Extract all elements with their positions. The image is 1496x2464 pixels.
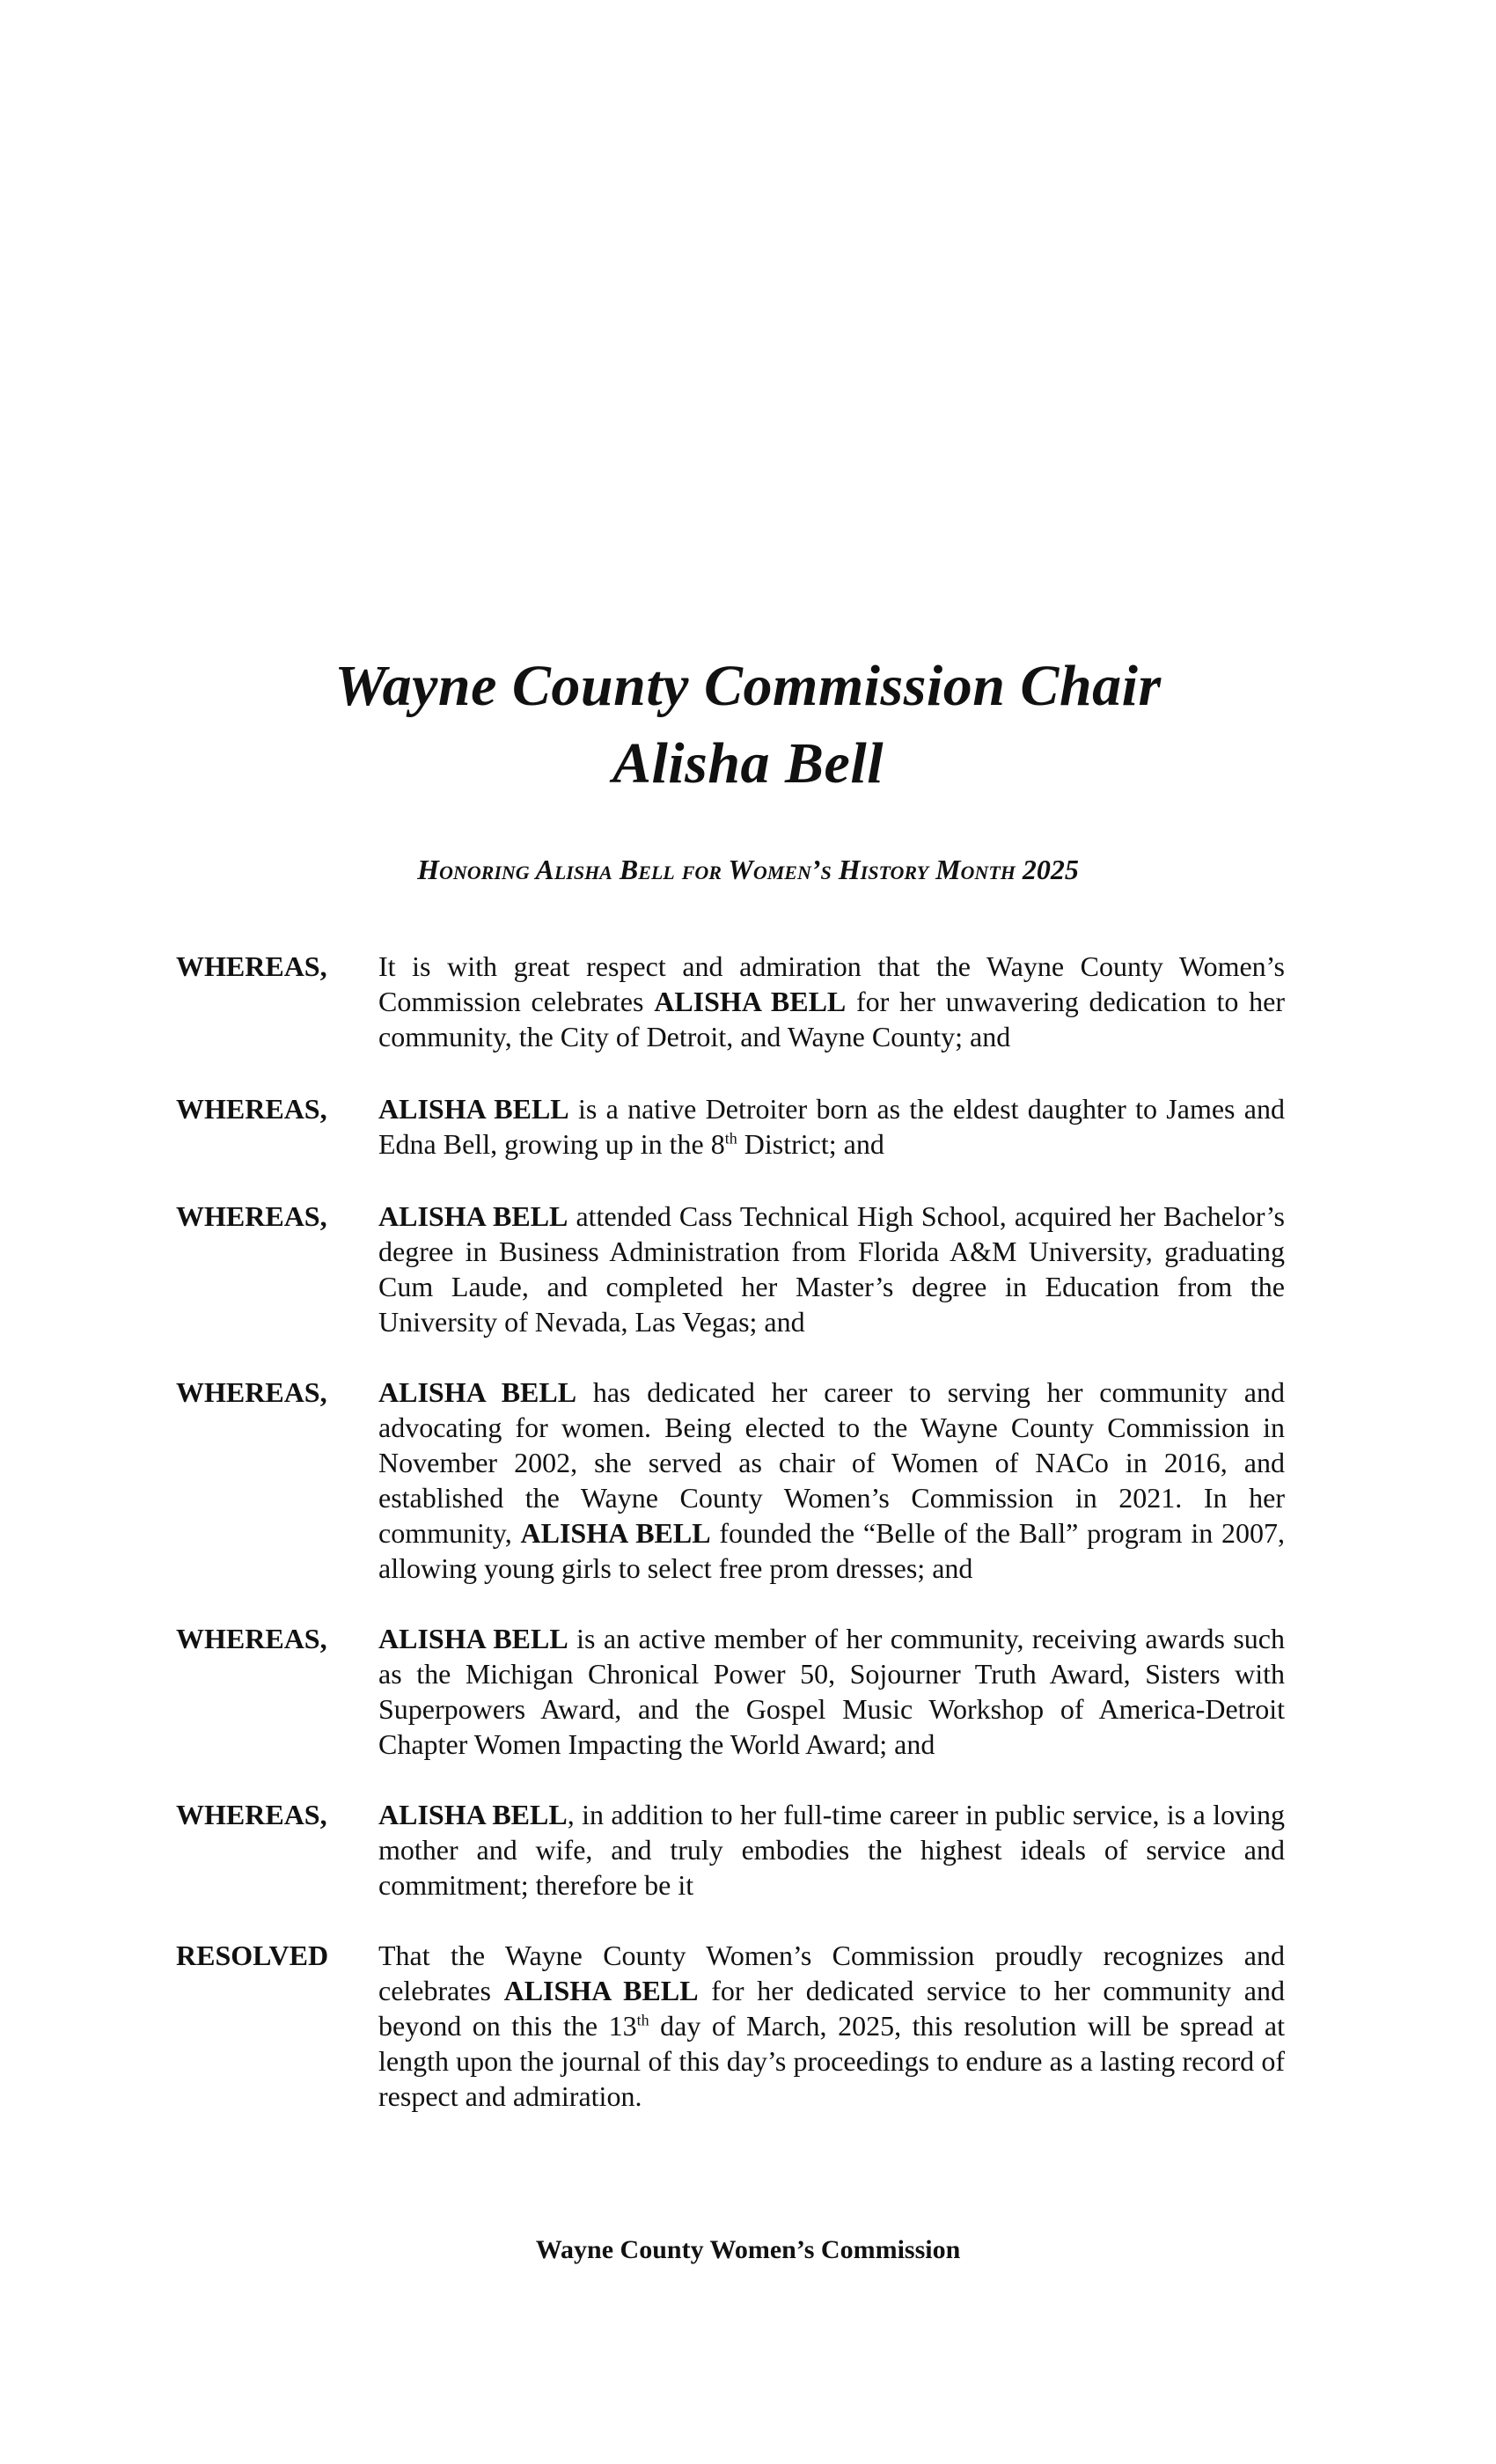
clause-text-part: is a native Detroiter born as the eldest daughter to James and Edna Bell, growing up in the 8 [378,1093,1286,1160]
clause-text-part: day of March, 2025, this resolution will be spread at length upon the journal of this day’s proceedings to endure as a lasting record of respect and admiration. [378,2010,1286,2112]
footer-signature: Wayne County Women’s Commission [535,2235,961,2264]
honoree-name: ALISHA BELL [378,1623,568,1654]
clause-text-part: for her unwavering dedication to her community, the City of Detroit, and Wayne County; and [378,986,1286,1052]
clause-text-part: attended Cass Technical High School, acquired her Bachelor’s degree in Business Administration from Florida A&M University, graduating Cum Laude, and completed her Master’s degree in Education from the University of Nevada, Las Vegas; and [378,1200,1286,1338]
clause-text-part: is an active member of her community, receiving awards such as the Michigan Chronical Power 50, Sojourner Truth Award, Sisters with Superpowers Award, and the Gospel Music Workshop of America-Detroit Chapter Women Impacting the World Award; and [378,1623,1286,1760]
clause-text [378,1797,1285,1903]
clause-text-part: founded the “Belle of the Ball” program in 2007, allowing young girls to select free prom dresses; and [378,1517,1286,1584]
clause-text-part: for her dedicated service to her community and beyond on this the 13 [378,1975,1286,2042]
subtitle: Honoring Alisha Bell for Women’s History Month 2025 [417,854,1079,885]
clause-label: WHEREAS, [176,1200,327,1232]
clause-label: WHEREAS, [176,1376,327,1408]
clause-label: WHEREAS, [176,1799,327,1830]
title-line-2: Alisha Bell [612,731,884,796]
clause-label: WHEREAS, [176,950,327,982]
honoree-name: ALISHA BELL [654,986,847,1017]
ordinal-suffix: th [636,2011,649,2029]
clause-text [378,949,1285,1054]
clause-text [378,1938,1285,2114]
honoree-name: ALISHA BELL [378,1093,569,1125]
honoree-name: ALISHA BELL [378,1376,577,1408]
clause-text-part: , in addition to her full-time career in public service, is a loving mother and wife, and truly embodies the highest ideals of service and commitment; therefore be it [378,1799,1286,1901]
ordinal-suffix: th [724,1129,737,1148]
honoree-name: ALISHA BELL [520,1517,711,1549]
honoree-name: ALISHA BELL [378,1799,568,1830]
clause-label: WHEREAS, [176,1093,327,1125]
clause-text [378,1199,1285,1339]
title-line-1: Wayne County Commission Chair [334,654,1162,718]
clause-label: RESOLVED [176,1940,329,1971]
clause-text [378,1375,1285,1586]
clause-text-part: That the Wayne County Women’s Commission proudly recognizes and celebrates [378,1940,1285,2006]
clause-text-part: District; and [737,1128,884,1160]
honoree-name: ALISHA BELL [503,1975,699,2006]
honoree-name: ALISHA BELL [378,1200,568,1232]
clause-text [378,1621,1285,1762]
clause-label: WHEREAS, [176,1623,327,1654]
clause-text-part: It is with great respect and admiration that the Wayne County Women’s Commission celebrates [378,950,1285,1017]
clause-text [378,1091,1285,1162]
clause-text-part: has dedicated her career to serving her community and advocating for women. Being elected to the Wayne County Commission in November 2002, she served as chair of Women of NACo in 2016, and established the Wayne County Women’s Commission in 2021. In her community, [378,1376,1286,1549]
